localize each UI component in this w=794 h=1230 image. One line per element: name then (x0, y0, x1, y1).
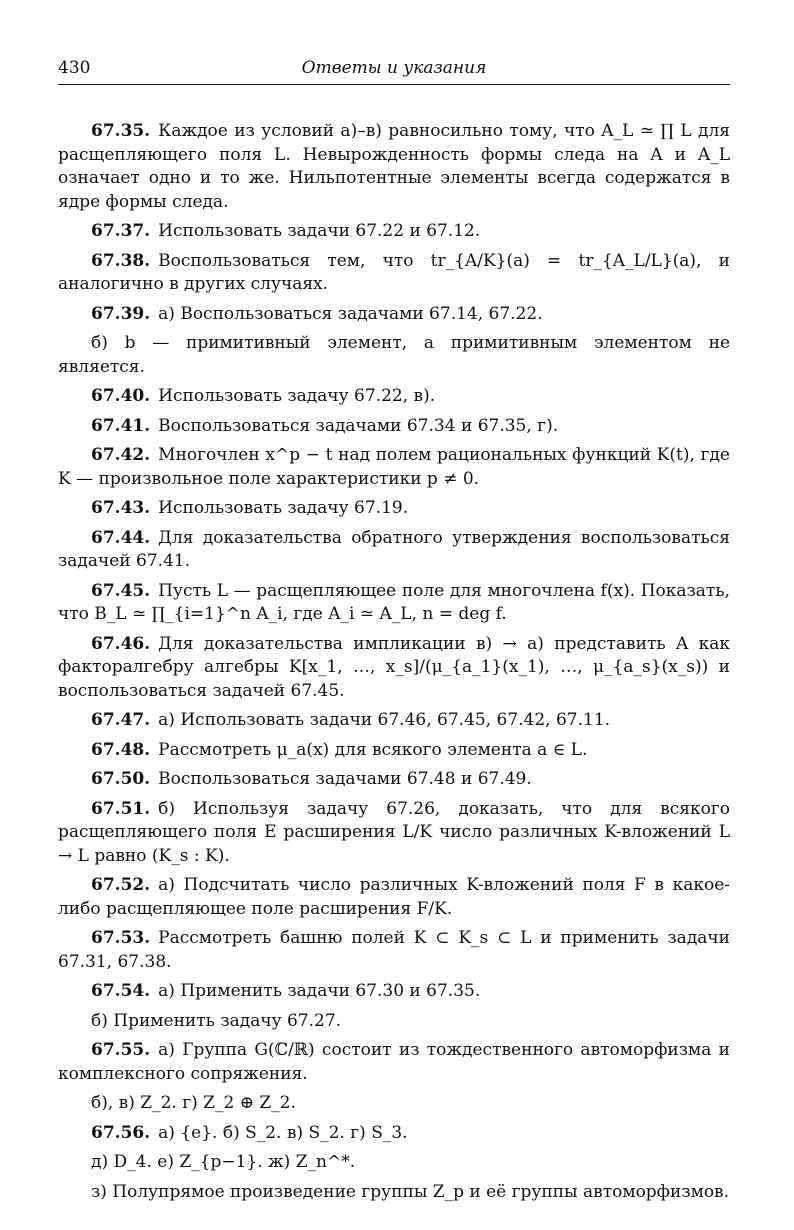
answer-text: б) b — примитивный элемент, a примитивным элементом не является. (58, 333, 730, 377)
problem-number: 67.56. (91, 1122, 151, 1143)
problem-number: 67.39. (91, 303, 151, 324)
answer-text: Многочлен x^p − t над полем рациональных функций K(t), где K — произвольное поле характеристики p ≠ 0. (58, 445, 730, 489)
page-header (58, 54, 730, 85)
problem-number: 67.40. (91, 386, 151, 406)
answer-text: а) Подсчитать число различных K-вложений поля F в какое-либо расщепляющее поле расширения F/K. (58, 875, 730, 919)
problem-number: 67.54. (91, 981, 151, 1001)
answer-text: Каждое из условий а)–в) равносильно тому, что A_L ≃ ∏ L для расщепляющего поля L. Невырожденность формы следа на A и A_L означает одно и то же. Нильпотентные элементы всегда содержатся в ядре формы следа. (58, 121, 730, 212)
answer-entry (58, 1092, 730, 1116)
answer-text: б) Применить задачу 67.27. (91, 1010, 342, 1031)
answer-entry (58, 874, 730, 921)
answer-text: Для доказательства импликации в) → а) представить A как факторалгебру алгебры K[x_1, …, x_s]/(μ_{a_1}(x_1), …, μ_{a_s}(x_s)) и воспользоваться задачей 67.45. (58, 633, 730, 701)
answer-text: а) Воспользоваться задачами 67.14, 67.22. (158, 303, 543, 324)
answer-text: Использовать задачу 67.22, в). (158, 386, 436, 406)
page-number: 430 (58, 58, 91, 78)
answer-entry (58, 1181, 730, 1205)
answer-text: Воспользоваться тем, что tr_{A/K}(a) = tr_{A_L/L}(a), и аналогично в других случаях. (58, 250, 730, 294)
problem-number: 67.50. (91, 769, 151, 789)
answer-entry (58, 415, 730, 439)
answer-entry (58, 633, 730, 704)
answer-text: Воспользоваться задачами 67.34 и 67.35, г). (158, 415, 559, 436)
problem-number: 67.51. (91, 798, 151, 819)
problem-number: 67.53. (91, 928, 151, 948)
problem-number: 67.47. (91, 710, 151, 730)
problem-number: 67.37. (91, 221, 151, 241)
answer-entry (58, 527, 730, 574)
answer-text: а) Использовать задачи 67.46, 67.45, 67.42, 67.11. (158, 710, 611, 730)
problem-number: 67.52. (91, 875, 151, 895)
answer-entry (58, 385, 730, 409)
answer-text: Рассмотреть башню полей K ⊂ K_s ⊂ L и применить задачи 67.31, 67.38. (58, 928, 730, 972)
answer-entry (58, 120, 730, 214)
answer-entry (58, 927, 730, 974)
answer-text: д) D_4. е) Z_{p−1}. ж) Z_n^*. (91, 1152, 356, 1172)
answers-list (58, 120, 730, 1210)
problem-number: 67.41. (91, 415, 151, 436)
answer-entry (58, 1039, 730, 1086)
problem-number: 67.35. (91, 121, 151, 141)
answer-entry (58, 739, 730, 763)
problem-number: 67.44. (91, 527, 151, 548)
answer-text: б) Используя задачу 67.26, доказать, что для всякого расщепляющего поля E расширения L/K число различных K-вложений L → L равно (K_s : K). (58, 798, 730, 866)
answer-text: Использовать задачу 67.19. (158, 498, 409, 518)
problem-number: 67.46. (91, 633, 151, 654)
problem-number: 67.45. (91, 580, 151, 601)
answer-entry (58, 980, 730, 1004)
answer-entry (58, 580, 730, 627)
answer-text: з) Полупрямое произведение группы Z_p и её группы автоморфизмов. (91, 1181, 730, 1202)
answer-entry (58, 1010, 730, 1034)
problem-number: 67.42. (91, 445, 151, 465)
running-title: Ответы и указания (301, 58, 487, 78)
answer-entry (58, 709, 730, 733)
answer-entry (58, 768, 730, 792)
answer-text: а) Группа G(ℂ/ℝ) состоит из тождественного автоморфизма и комплексного сопряжения. (58, 1040, 730, 1084)
answer-text: Рассмотреть μ_a(x) для всякого элемента a ∈ L. (158, 739, 588, 760)
answer-entry (58, 497, 730, 521)
problem-number: 67.38. (91, 250, 151, 271)
answer-entry (58, 798, 730, 869)
answer-entry (58, 1122, 730, 1146)
answer-entry (58, 1151, 730, 1175)
answer-entry (58, 444, 730, 491)
answer-text: Пусть L — расщепляющее поле для многочлена f(x). Показать, что B_L ≃ ∏_{i=1}^n A_i, где A_i ≃ A_L, n = deg f. (58, 580, 730, 624)
answer-text: Воспользоваться задачами 67.48 и 67.49. (158, 769, 532, 789)
answer-text: Использовать задачи 67.22 и 67.12. (158, 221, 481, 241)
answer-text: б), в) Z_2. г) Z_2 ⊕ Z_2. (91, 1093, 296, 1113)
answer-text: а) {e}. б) S_2. в) S_2. г) S_3. (158, 1122, 408, 1143)
answer-entry (58, 332, 730, 379)
answer-text: Для доказательства обратного утверждения воспользоваться задачей 67.41. (58, 527, 730, 571)
problem-number: 67.55. (91, 1040, 151, 1060)
answer-text: а) Применить задачи 67.30 и 67.35. (158, 981, 481, 1001)
problem-number: 67.43. (91, 498, 151, 518)
answer-entry (58, 303, 730, 327)
answer-entry (58, 220, 730, 244)
answer-entry (58, 250, 730, 297)
problem-number: 67.48. (91, 739, 151, 760)
